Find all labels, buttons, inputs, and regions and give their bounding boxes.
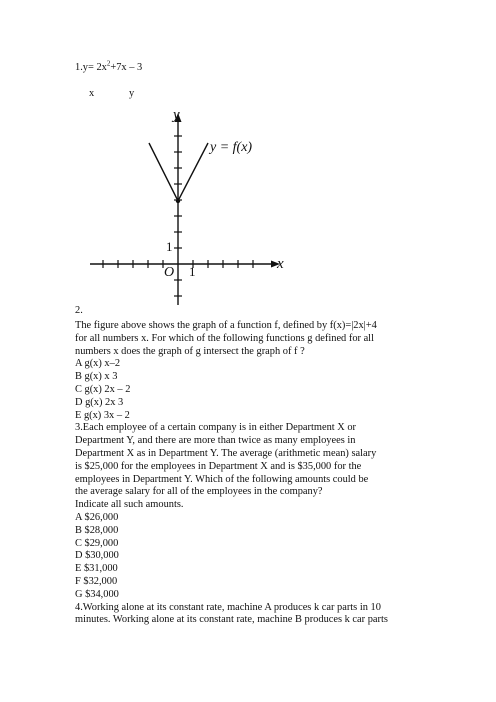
y-axis-label: y <box>173 107 180 123</box>
q3-option-f: F $32,000 <box>75 575 118 587</box>
equation-suffix: +7x – 3 <box>110 62 143 73</box>
q4-line: 4.Working alone at its constant rate, machine A produces k car parts in 10 <box>75 601 381 613</box>
q3-option-d: D $30,000 <box>75 550 119 562</box>
q3-option-e: E $31,000 <box>75 563 118 575</box>
column-y-label: y <box>129 88 135 99</box>
function-graph <box>86 105 296 310</box>
curve-vertex-point <box>176 199 180 203</box>
x-axis-label: x <box>277 256 284 272</box>
curve-label: y = f(x) <box>210 140 253 155</box>
q3-line: 3.Each employee of a certain company is in either Department X or <box>75 422 357 434</box>
q2-option-d: D g(x) 2x 3 <box>75 396 124 408</box>
q3-line: the average salary for all of the employees in the company? <box>75 486 323 498</box>
q3-option-c: C $29,000 <box>75 537 119 549</box>
q3-line: Department X as in Department Y. The average (arithmetic mean) salary <box>75 447 377 459</box>
equation-exponent: 2 <box>106 59 111 68</box>
column-x-label: x <box>89 88 95 99</box>
q3-option-b: B $28,000 <box>75 524 119 536</box>
questions-body <box>75 320 485 627</box>
q3-option-a: A $26,000 <box>75 511 119 523</box>
question-2-number: 2. <box>75 305 83 316</box>
q4-line: minutes. Working alone at its constant rate, machine B produces k car parts <box>75 614 388 626</box>
q2-option-e: E g(x) 3x – 2 <box>75 409 130 421</box>
question-1-equation <box>75 59 143 74</box>
q2-option-b: B g(x) x 3 <box>75 371 118 383</box>
q2-line: numbers x does the graph of g intersect the graph of f ? <box>75 345 305 357</box>
y-tick-label: 1 <box>166 239 173 254</box>
q2-line: The figure above shows the graph of a function f, defined by f(x)=|2x|+4 <box>75 320 377 331</box>
q2-option-c: C g(x) 2x – 2 <box>75 383 131 395</box>
origin-label: O <box>164 265 175 280</box>
q3-option-g: G $34,000 <box>75 588 119 600</box>
q2-line: for all numbers x. For which of the following functions g defined for all <box>75 332 374 344</box>
q3-line: employees in Department Y. Which of the following amounts could be <box>75 473 369 485</box>
q3-instruction: Indicate all such amounts. <box>75 499 184 511</box>
q3-line: is $25,000 for the employees in Department X and is $35,000 for the <box>75 460 362 472</box>
q2-option-a: A g(x) x–2 <box>75 358 121 370</box>
equation-prefix: 1.y= 2x <box>75 62 107 73</box>
q3-line: Department Y, and there are more than twice as many employees in <box>75 435 356 447</box>
x-tick-label: 1 <box>189 264 196 279</box>
